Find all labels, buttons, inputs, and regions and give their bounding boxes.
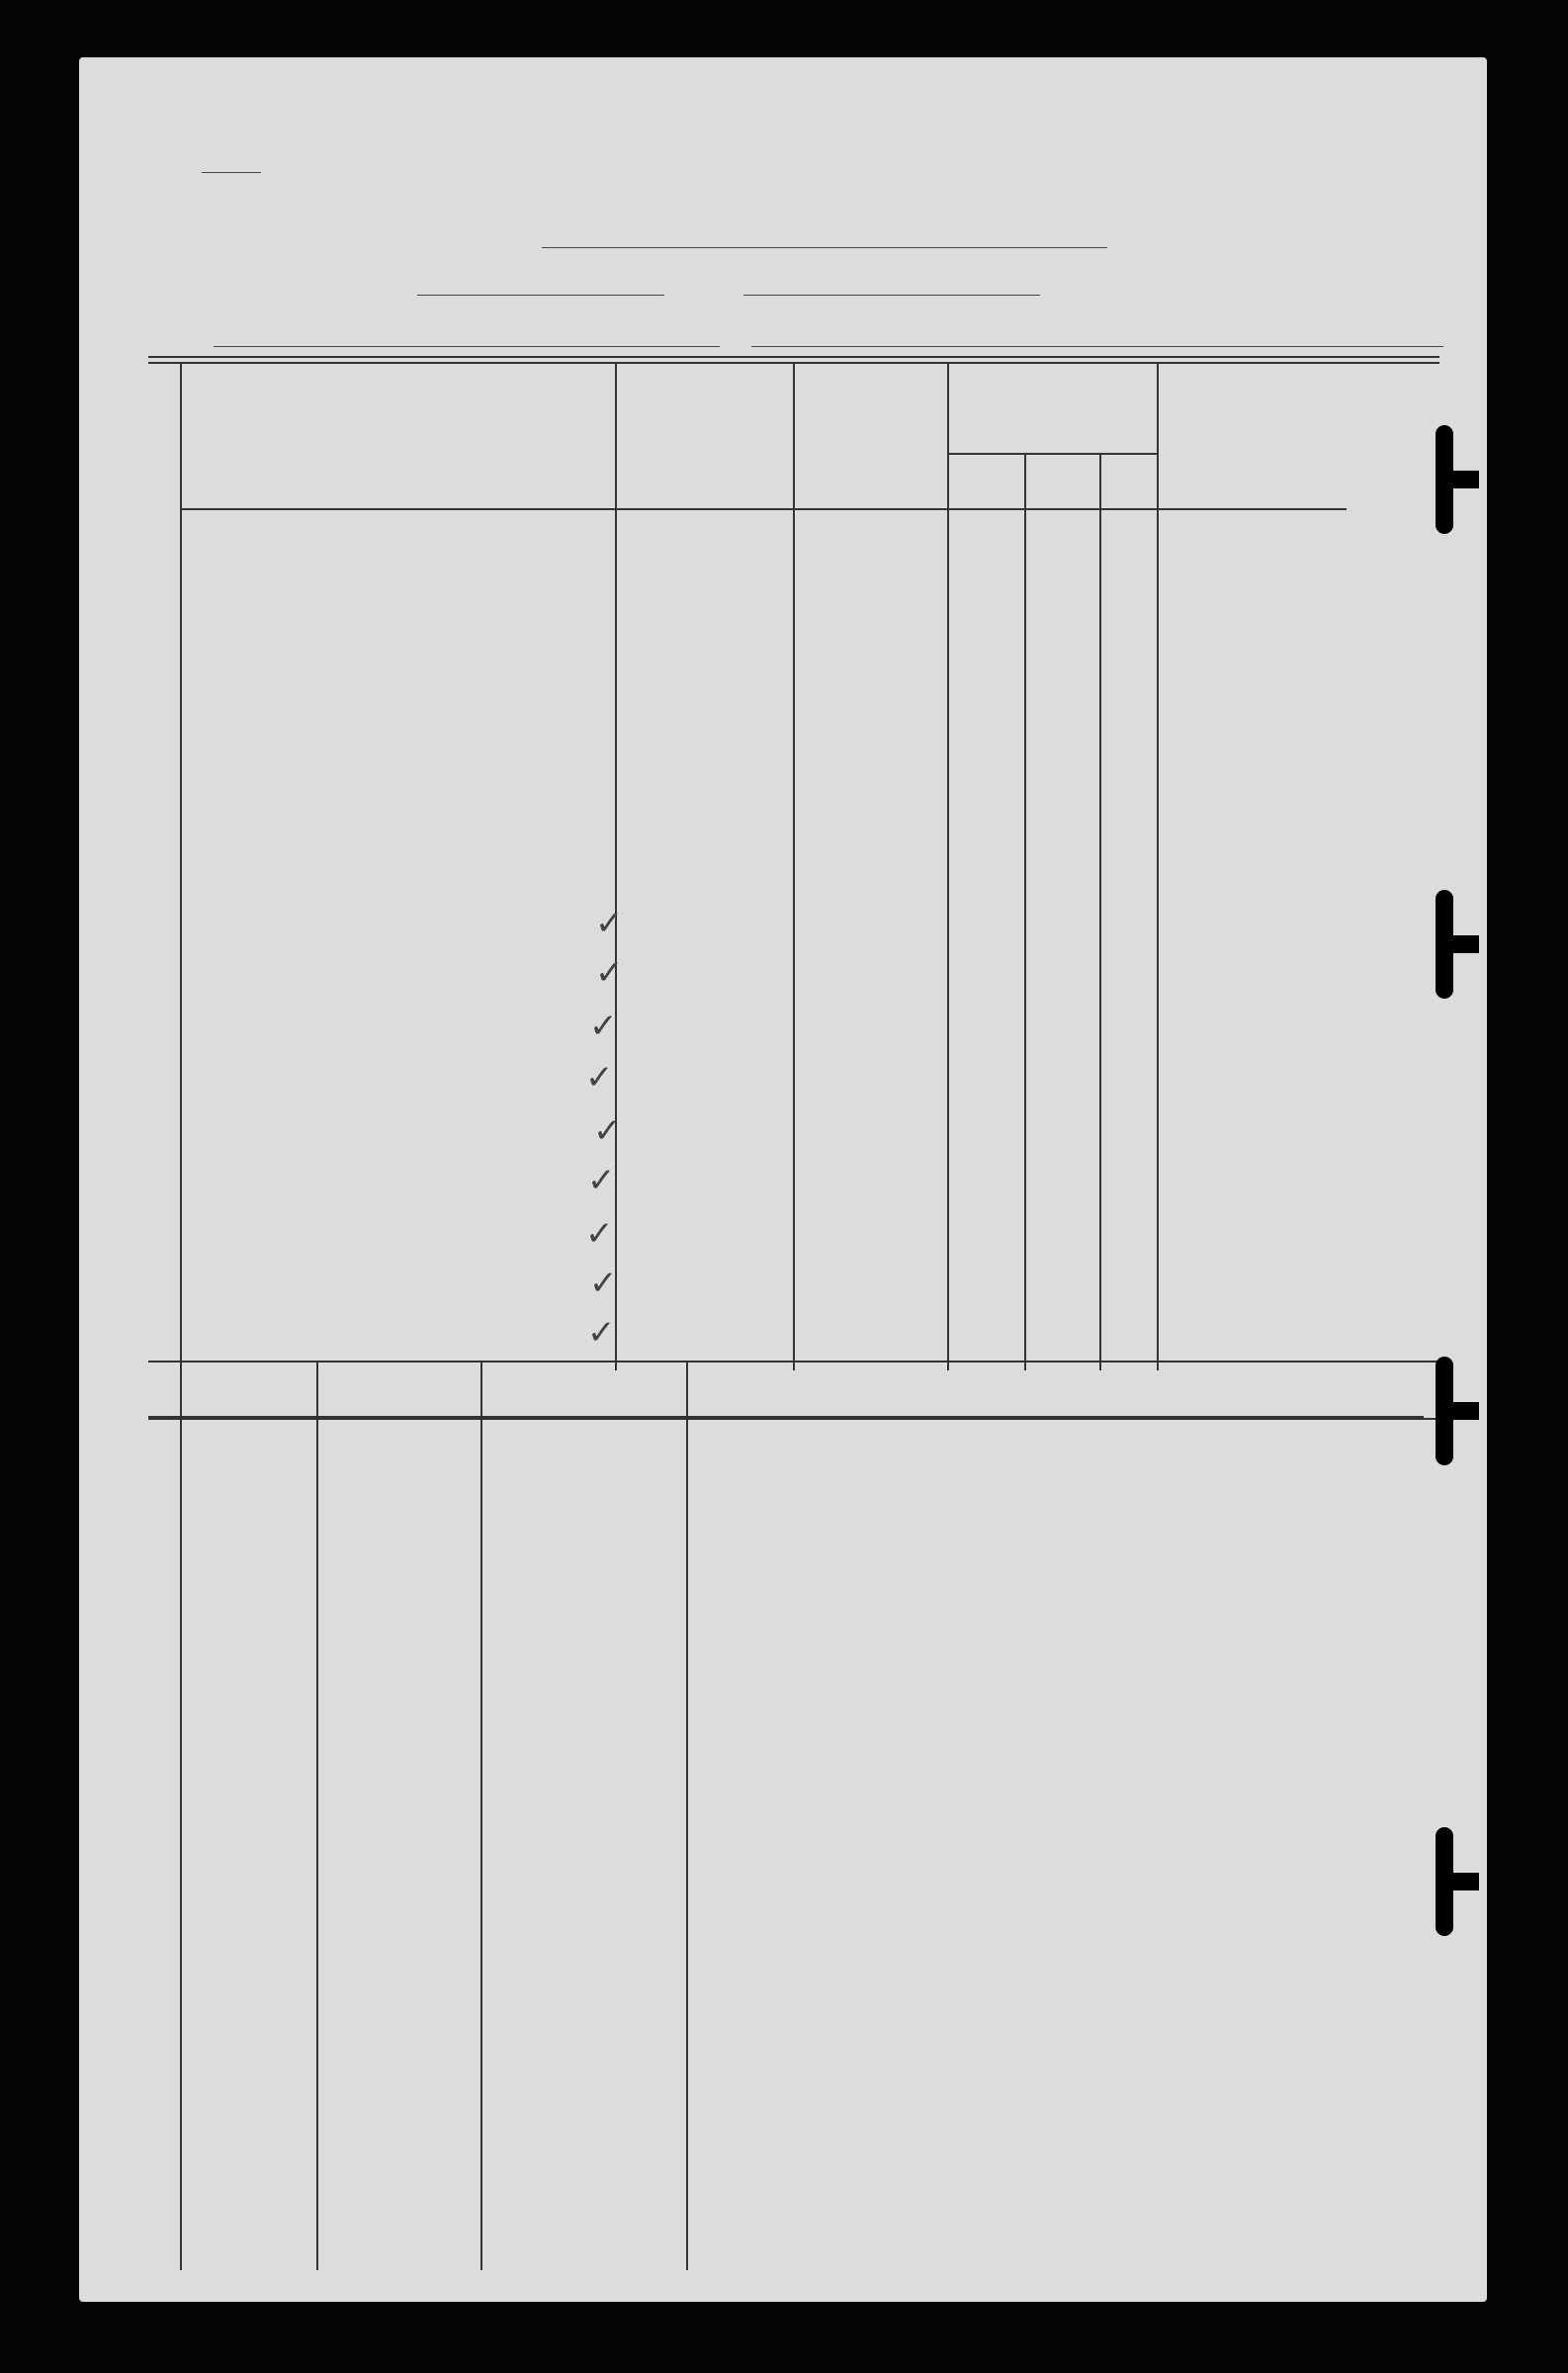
binder-tab-nub [1449,1402,1479,1420]
check-icon: ✓ [585,1214,614,1254]
check-icon: ✓ [587,1161,616,1200]
binder-tab-nub [1449,1873,1479,1890]
check-icon: ✓ [595,953,624,993]
binder-tab-nub [1449,935,1479,953]
check-icon: ✓ [585,1058,614,1098]
check-icon: ✓ [589,1007,618,1046]
document-sheet [79,57,1487,2302]
binder-tab-nub [1449,471,1479,488]
check-icon: ✓ [593,1111,622,1151]
check-icon: ✓ [595,904,624,943]
check-icon: ✓ [587,1313,616,1353]
check-icon: ✓ [589,1264,618,1303]
